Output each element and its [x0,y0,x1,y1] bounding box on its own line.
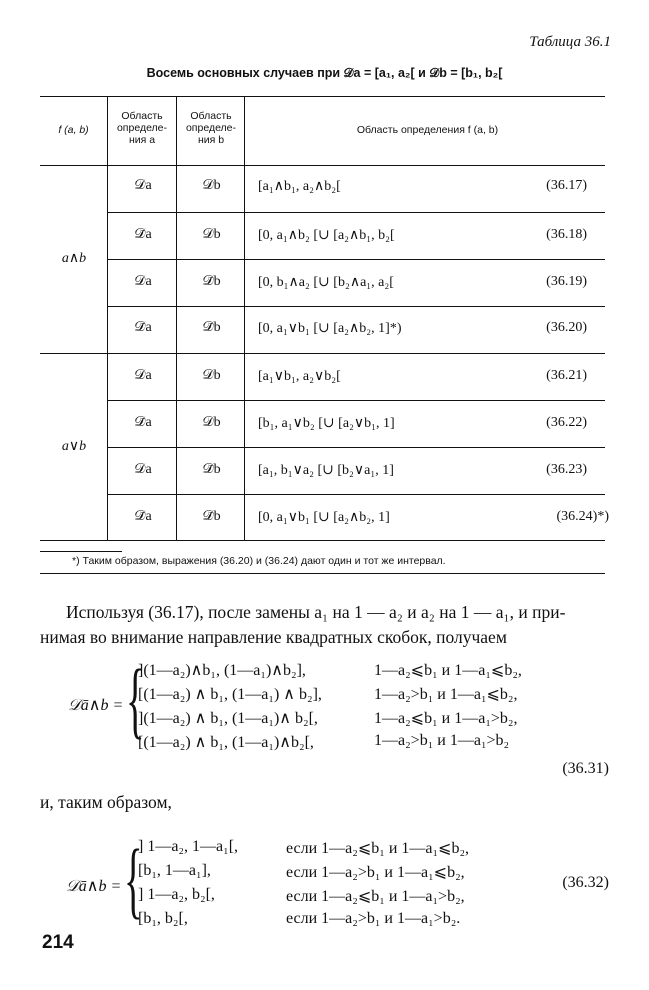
paragraph-line: нимая во внимание направление квадратных скобок, получаем [40,627,507,647]
row-domain-a: 𝒟̄a [134,320,152,335]
formula2-case-expr: [b₁, 1—a₁], [138,862,211,879]
row-domain-a: 𝒟a [134,274,152,289]
left-brace: { [124,831,143,927]
row-expression: [a₁, b₁∨a₂ [∪ [b₂∨a₁, 1] [258,463,394,478]
row-domain-b: 𝒟̄b [202,320,221,335]
row-expression: [0, b₁∧a₂ [∪ [b₂∧a₁, a₂[ [258,275,394,290]
row-expression: [0, a₁∨b₁ [∪ [a₂∧b₂, 1] [258,510,390,525]
row-domain-b: 𝒟b [202,227,221,242]
group-label-and: a∧b [61,251,87,266]
formula2-number: (36.32) [562,874,609,891]
group-divider [40,353,605,354]
header-domain-b: Область определе-ния b [185,110,237,146]
row-expression: [0, a₁∧b₂ [∪ [a₂∧b₁, b₂[ [258,228,395,243]
table-top-rule [40,96,605,97]
row-domain-a: 𝒟a [134,462,152,477]
table-title: Восемь основных случаев при 𝒟a = [a₁, a₂[ и 𝒟b = [b₁, b₂[ [146,66,503,80]
row-eq-number: (36.19) [546,274,587,289]
row-eq-number: (36.17) [546,178,587,193]
group-label-or: a∨b [61,439,87,454]
row-domain-a: 𝒟̄a [134,509,152,524]
formula2-lhs: 𝒟ā∧b = [66,878,122,895]
formula1-number: (36.31) [562,760,609,777]
col-divider-3 [244,96,245,540]
formula2-case-expr: [b₁, b₂[, [138,910,188,927]
paragraph-line: и, таким образом, [40,792,172,812]
row-rule [107,259,605,260]
table-bottom-rule [40,540,605,541]
formula1-case-cond: 1—a₂>b₁ и 1—a₁>b₂ [374,732,510,749]
row-domain-a: 𝒟̄a [134,227,152,242]
row-eq-number: (36.18) [546,227,587,242]
table-footnote: *) Таким образом, выражения (36.20) и (36.24) дают один и тот же интервал. [72,555,446,567]
row-rule [107,447,605,448]
row-eq-number: (36.24)*) [556,509,609,524]
row-rule [107,212,605,213]
row-rule [107,306,605,307]
row-expression: [b₁, a₁∨b₂ [∪ [a₂∨b₁, 1] [258,416,395,431]
header-domain-a: Область определе-ния a [116,110,168,146]
row-domain-a: 𝒟a [134,368,152,383]
col-divider-1 [107,96,108,540]
table-caption: Таблица 36.1 [529,34,611,50]
formula1-case-expr: [(1—a₂) ∧ b₁, (1—a₁) ∧ b₂], [138,686,322,703]
row-expression: [0, a₁∨b₁ [∪ [a₂∧b₂, 1]*) [258,321,402,336]
formula1-case-cond: 1—a₂>b₁ и 1—a₁⩽b₂, [374,686,518,703]
header-func: f (a, b) [58,124,89,136]
header-result: Область определения f (a, b) [356,124,499,136]
formula1-case-cond: 1—a₂⩽b₁ и 1—a₁>b₂, [374,710,518,727]
formula1-case-expr: [(1—a₂) ∧ b₁, (1—a₁)∧b₂[, [138,734,314,751]
row-expression: [a₁∧b₁, a₂∧b₂[ [258,179,341,194]
formula1-lhs: 𝒟ā∧b = [68,697,124,714]
col-divider-2 [176,96,177,540]
row-expression: [a₁∨b₁, a₂∨b₂[ [258,369,341,384]
formula2-case-expr: ] 1—a₂, 1—a₁[, [138,838,239,855]
formula2-case-expr: ] 1—a₂, b₂[, [138,886,215,903]
formula1-case-expr: ](1—a₂) ∧ b₁, (1—a₁)∧ b₂[, [138,710,318,727]
row-domain-b: 𝒟̄b [202,274,221,289]
row-domain-b: 𝒟̄b [202,462,221,477]
row-eq-number: (36.21) [546,368,587,383]
row-domain-b: 𝒟̄b [202,509,221,524]
formula2-case-cond: если 1—a₂>b₁ и 1—a₁⩽b₂, [286,864,465,881]
row-domain-a: 𝒟̄a [134,415,152,430]
formula2-case-cond: если 1—a₂⩽b₁ и 1—a₁⩽b₂, [286,840,470,857]
row-domain-b: 𝒟b [202,178,221,193]
row-rule [107,400,605,401]
row-rule [107,494,605,495]
formula2-case-cond: если 1—a₂⩽b₁ и 1—a₁>b₂, [286,888,465,905]
footnote-rule [40,551,122,552]
page-number: 214 [42,932,74,953]
paragraph-line: Используя (36.17), после замены a₁ на 1 — a₂ и a₂ на 1 — a₁, и при- [66,602,566,622]
row-eq-number: (36.20) [546,320,587,335]
formula2-case-cond: если 1—a₂>b₁ и 1—a₁>b₂. [286,910,461,927]
formula1-case-cond: 1—a₂⩽b₁ и 1—a₁⩽b₂, [374,662,522,679]
row-eq-number: (36.23) [546,462,587,477]
header-rule [40,165,605,166]
footnote-bottom-rule [40,573,605,574]
row-eq-number: (36.22) [546,415,587,430]
left-brace: { [126,651,145,747]
row-domain-b: 𝒟b [202,368,221,383]
row-domain-b: 𝒟b [202,415,221,430]
formula1-case-expr: ](1—a₂)∧b₁, (1—a₁)∧b₂], [138,662,306,679]
row-domain-a: 𝒟a [134,178,152,193]
